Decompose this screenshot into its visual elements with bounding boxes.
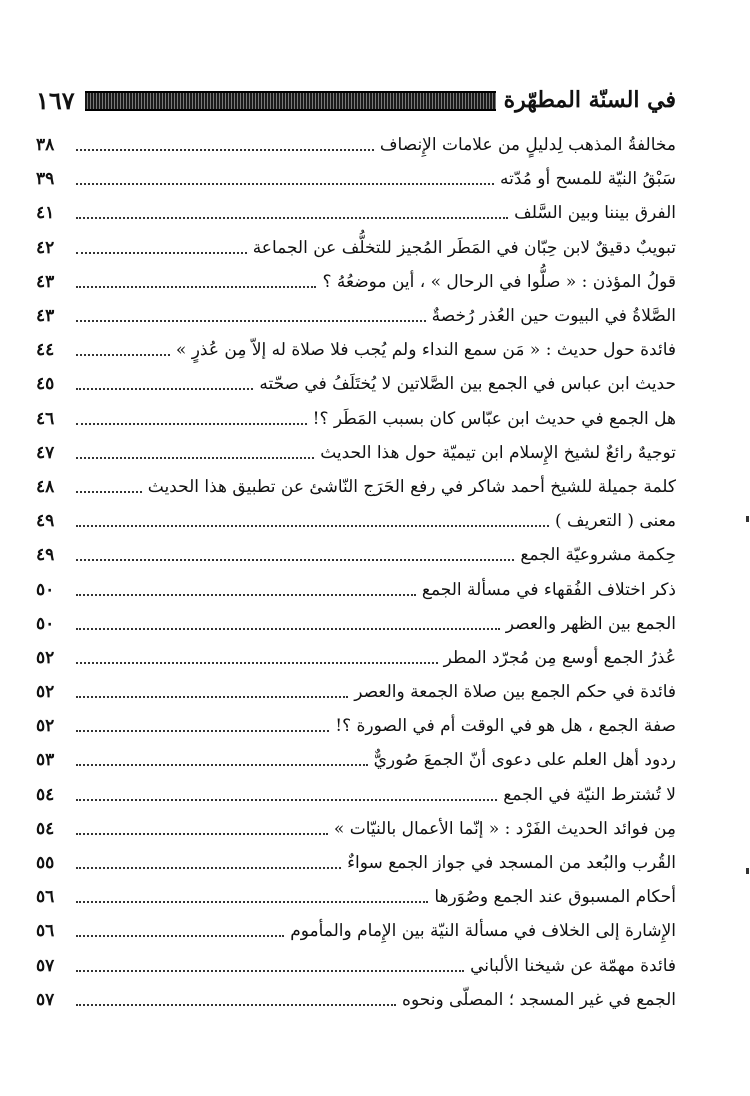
dot-leader (76, 935, 284, 937)
toc-entry-page: ٤٢ (36, 237, 55, 258)
toc-entry-title: صفة الجمع ، هل هو في الوقت أم في الصورة ؟! (335, 716, 676, 737)
dot-leader (76, 354, 170, 356)
toc-entry-title: مخالفةُ المذهب لِدليلٍ من علامات الإِنصاف (379, 135, 676, 156)
toc-entry-title: الجمع بين الظهر والعصر (505, 613, 676, 634)
toc-entry-page: ٥٠ (36, 613, 55, 634)
toc-entry-title: هل الجمع في حديث ابن عبّاس كان بسبب المَطَر ؟! (312, 408, 676, 429)
toc-entry (36, 641, 676, 675)
dot-leader (76, 628, 500, 630)
header-rule (85, 91, 496, 111)
dot-leader (76, 696, 348, 698)
table-of-contents (36, 128, 676, 1017)
toc-entry-page: ٤٥ (36, 374, 55, 395)
toc-entry-page: ٤٤ (36, 340, 55, 361)
dot-leader (76, 388, 253, 390)
page-number: ١٦٧ (36, 85, 75, 115)
toc-entry-page: ٣٨ (36, 135, 55, 156)
toc-entry-page: ٤٩ (36, 545, 55, 566)
toc-entry-page: ٥٥ (36, 853, 55, 874)
dot-leader (76, 457, 314, 459)
toc-entry (36, 949, 676, 983)
margin-mark (746, 868, 749, 874)
toc-entry (36, 367, 676, 401)
toc-entry-page: ٤٨ (36, 476, 55, 497)
toc-entry-page: ٥٦ (36, 921, 55, 942)
toc-entry (36, 333, 676, 367)
dot-leader (76, 149, 374, 151)
toc-entry-title: فائدة حول حديث : « مَن سمع النداء ولم يُجب فلا صلاة له إلاّ مِن عُذرٍ » (175, 340, 676, 361)
toc-entry (36, 128, 676, 162)
toc-entry-title: قولُ المؤذن : « صلُّوا في الرحال » ، أين موضعُهُ ؟ (322, 271, 676, 292)
toc-entry-title: الجمع في غير المسجد ؛ المصلّى ونحوه (402, 989, 676, 1010)
toc-entry-page: ٥٤ (36, 818, 55, 839)
toc-entry-title: أحكام المسبوق عند الجمع وصُوَرها (434, 887, 676, 908)
dot-leader (76, 799, 497, 801)
toc-entry (36, 572, 676, 606)
toc-entry (36, 265, 676, 299)
toc-entry-page: ٥٤ (36, 784, 55, 805)
toc-entry (36, 231, 676, 265)
toc-entry-page: ٤٣ (36, 271, 55, 292)
toc-entry-title: كلمة جميلة للشيخ أحمد شاكر في رفع الحَرَج النّاشئ عن تطبيق هذا الحديث (147, 476, 676, 497)
running-title: في السنّة المطهّرة (503, 87, 676, 113)
toc-entry-page: ٤٩ (36, 511, 55, 532)
toc-entry (36, 709, 676, 743)
toc-entry (36, 607, 676, 641)
dot-leader (76, 320, 426, 322)
toc-entry-page: ٤١ (36, 203, 55, 224)
toc-entry (36, 778, 676, 812)
dot-leader (76, 1004, 396, 1006)
toc-entry-title: الإِشارة إلى الخلاف في مسألة النيّة بين الإِمام والمأموم (290, 921, 676, 942)
dot-leader (76, 594, 416, 596)
margin-mark (746, 516, 749, 522)
toc-entry-page: ٥٢ (36, 647, 55, 668)
dot-leader (76, 491, 142, 493)
toc-entry-page: ٥٢ (36, 682, 55, 703)
toc-entry-title: حِكمة مشروعيّة الجمع (520, 545, 676, 566)
toc-entry-page: ٥٦ (36, 887, 55, 908)
dot-leader (76, 286, 316, 288)
toc-entry-page: ٣٩ (36, 169, 55, 190)
dot-leader (76, 833, 328, 835)
toc-entry-page: ٥٧ (36, 955, 55, 976)
toc-entry-title: عُذرُ الجمع أوسع مِن مُجرّد المطر (443, 647, 676, 668)
toc-entry-page: ٤٧ (36, 442, 55, 463)
dot-leader (76, 525, 549, 527)
toc-entry-title: تبويبٌ دقيقٌ لابن حِبّان في المَطَر المُجيز للتخلُّف عن الجماعة (252, 237, 676, 258)
toc-entry (36, 162, 676, 196)
toc-entry-title: الفرق بيننا وبين السَّلف (514, 203, 676, 224)
toc-entry-title: فائدة في حكم الجمع بين صلاة الجمعة والعصر (354, 682, 676, 703)
toc-entry-page: ٤٣ (36, 306, 55, 327)
toc-entry (36, 880, 676, 914)
dot-leader (76, 559, 514, 561)
dot-leader (76, 252, 247, 254)
toc-entry-title: ذكر اختلاف الفُقهاء في مسألة الجمع (421, 579, 676, 600)
dot-leader (76, 970, 464, 972)
toc-entry-title: القُرب والبُعد من المسجد في جواز الجمع سواءٌ (347, 853, 676, 874)
toc-entry-page: ٥٢ (36, 716, 55, 737)
toc-entry-page: ٤٦ (36, 408, 55, 429)
toc-entry-page: ٥٣ (36, 750, 55, 771)
toc-entry-title: مِن فوائد الحديث الفَرْد : « إنّما الأعمال بالنيّات » (333, 818, 676, 839)
dot-leader (76, 662, 438, 664)
toc-entry (36, 743, 676, 777)
toc-entry (36, 914, 676, 948)
page-header (36, 80, 676, 120)
toc-entry (36, 983, 676, 1017)
toc-entry-title: فائدة مهمّة عن شيخنا الألباني (470, 955, 676, 976)
toc-entry-page: ٥٧ (36, 989, 55, 1010)
dot-leader (76, 730, 329, 732)
toc-entry-title: معنى ( التعريف ) (554, 511, 676, 532)
toc-entry-title: حديث ابن عباس في الجمع بين الصَّلاتين لا يُختَلَفُ في صحّته (259, 374, 676, 395)
toc-entry (36, 436, 676, 470)
dot-leader (76, 423, 307, 425)
toc-entry-title: لا تُشترط النيّة في الجمع (503, 784, 676, 805)
toc-entry-title: ردود أهل العلم على دعوى أنّ الجمعَ صُوريٌّ (373, 750, 676, 771)
toc-entry-title: توجيهٌ رائعٌ لشيخ الإِسلام ابن تيميّة حول هذا الحديث (320, 442, 676, 463)
dot-leader (76, 901, 428, 903)
toc-entry (36, 470, 676, 504)
toc-entry (36, 675, 676, 709)
dot-leader (76, 867, 341, 869)
dot-leader (76, 183, 494, 185)
toc-entry (36, 538, 676, 572)
toc-entry-title: سَبْقُ النيّة للمسح أو مُدّته (499, 169, 676, 190)
dot-leader (76, 217, 508, 219)
toc-entry-title: الصَّلاةُ في البيوت حين العُذر رُخصةٌ (431, 306, 676, 327)
toc-entry (36, 812, 676, 846)
toc-entry (36, 196, 676, 230)
toc-entry (36, 299, 676, 333)
toc-entry-page: ٥٠ (36, 579, 55, 600)
dot-leader (76, 764, 368, 766)
toc-entry (36, 846, 676, 880)
toc-entry (36, 402, 676, 436)
toc-entry (36, 504, 676, 538)
